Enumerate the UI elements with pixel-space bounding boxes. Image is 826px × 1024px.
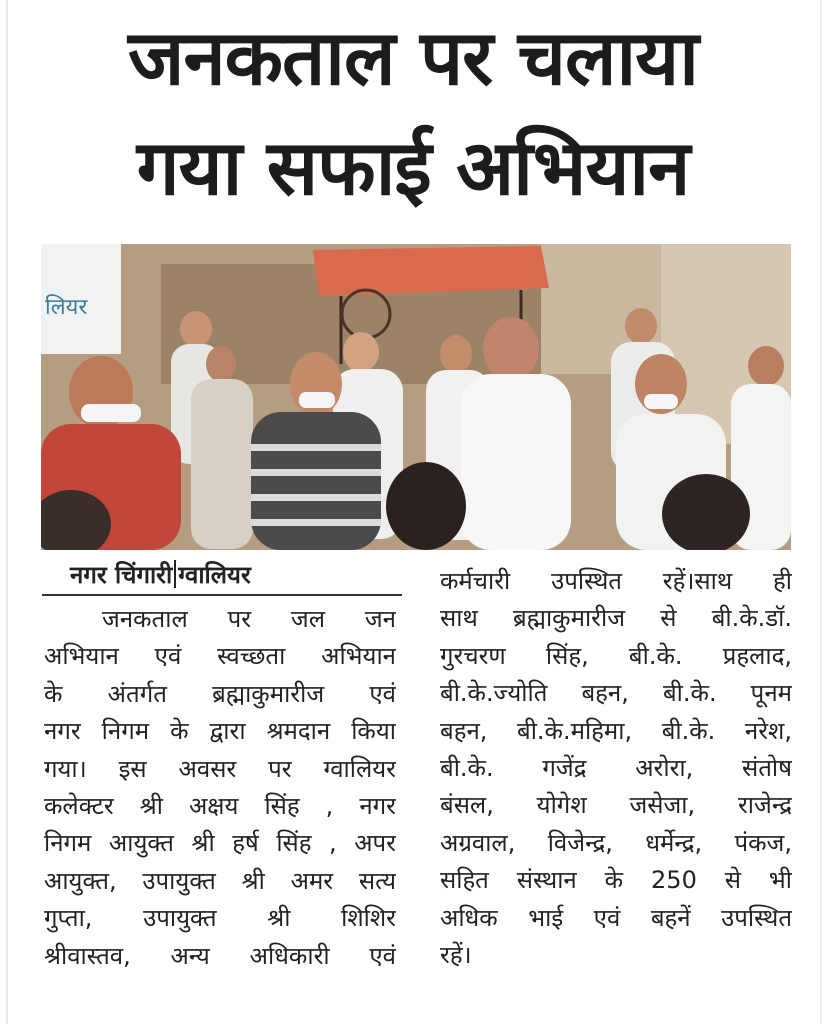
headline-line-2: गया सफाई अभियान (136, 123, 690, 212)
news-photo (41, 244, 791, 550)
article-line: अभियान एवं स्वच्छता अभियान (44, 642, 396, 671)
article-line: आयुक्त, उपायुक्त श्री अमर सत्य (44, 866, 396, 895)
byline (70, 558, 410, 591)
article-line: श्रीवास्तव, अन्य अधिकारी एवं (44, 941, 396, 970)
article-line: नगर निगम के द्वारा श्रमदान किया (44, 717, 396, 746)
article-line: रहें। (440, 941, 472, 970)
article-line: गया। इस अवसर पर ग्वालियर (44, 754, 396, 783)
news-photo-illustration (41, 244, 791, 550)
article-line: अधिक भाई एवं बहनें उपस्थित (440, 903, 792, 932)
byline-separator (174, 560, 176, 588)
article-line: कलेक्टर श्री अक्षय सिंह , नगर (44, 792, 396, 821)
article-line: निगम आयुक्त श्री हर्ष सिंह , अपर (44, 829, 396, 858)
article-line: बहन, बी.के.महिमा, बी.के. नरेश, (440, 716, 792, 745)
headline-line-1: जनकताल पर चलाया (128, 13, 698, 102)
byline-place: नगर चिंगारी (70, 561, 173, 589)
article-column-left (44, 601, 396, 975)
article-line: साथ ब्रह्माकुमारीज से बी.के.डॉ. (440, 604, 792, 633)
cart-canopy (313, 246, 549, 296)
article-line: बी.के. गजेंद्र अरोरा, संतोष (440, 754, 792, 783)
article-line: बी.के.ज्योति बहन, बी.के. पूनम (440, 679, 792, 708)
page-edge-rule-right (820, 0, 822, 1024)
article-line: गुरचरण सिंह, बी.के. प्रहलाद, (440, 641, 792, 670)
article-line: के अंतर्गत ब्रह्माकुमारीज एवं (44, 679, 396, 708)
page-edge-rule (6, 0, 8, 1024)
byline-rule (42, 594, 402, 596)
article-line: कर्मचारी उपस्थित रहें।साथ ही (440, 567, 792, 595)
article-line: अग्रवाल, विजेन्द्र, धर्मेन्द्र, पंकज, (440, 828, 792, 857)
sign-text: लियर (45, 295, 88, 320)
byline-city: ग्वालियर (178, 561, 251, 589)
article-line: सहित संस्थान के 250 से भी (440, 866, 792, 895)
article-line: गुप्ता, उपायुक्त श्री शिशिर (44, 904, 396, 933)
article-line: जनकताल पर जल जन (102, 605, 396, 633)
article-column-right (440, 563, 792, 974)
article-line: बंसल, योगेश जसेजा, राजेन्द्र (440, 791, 792, 820)
